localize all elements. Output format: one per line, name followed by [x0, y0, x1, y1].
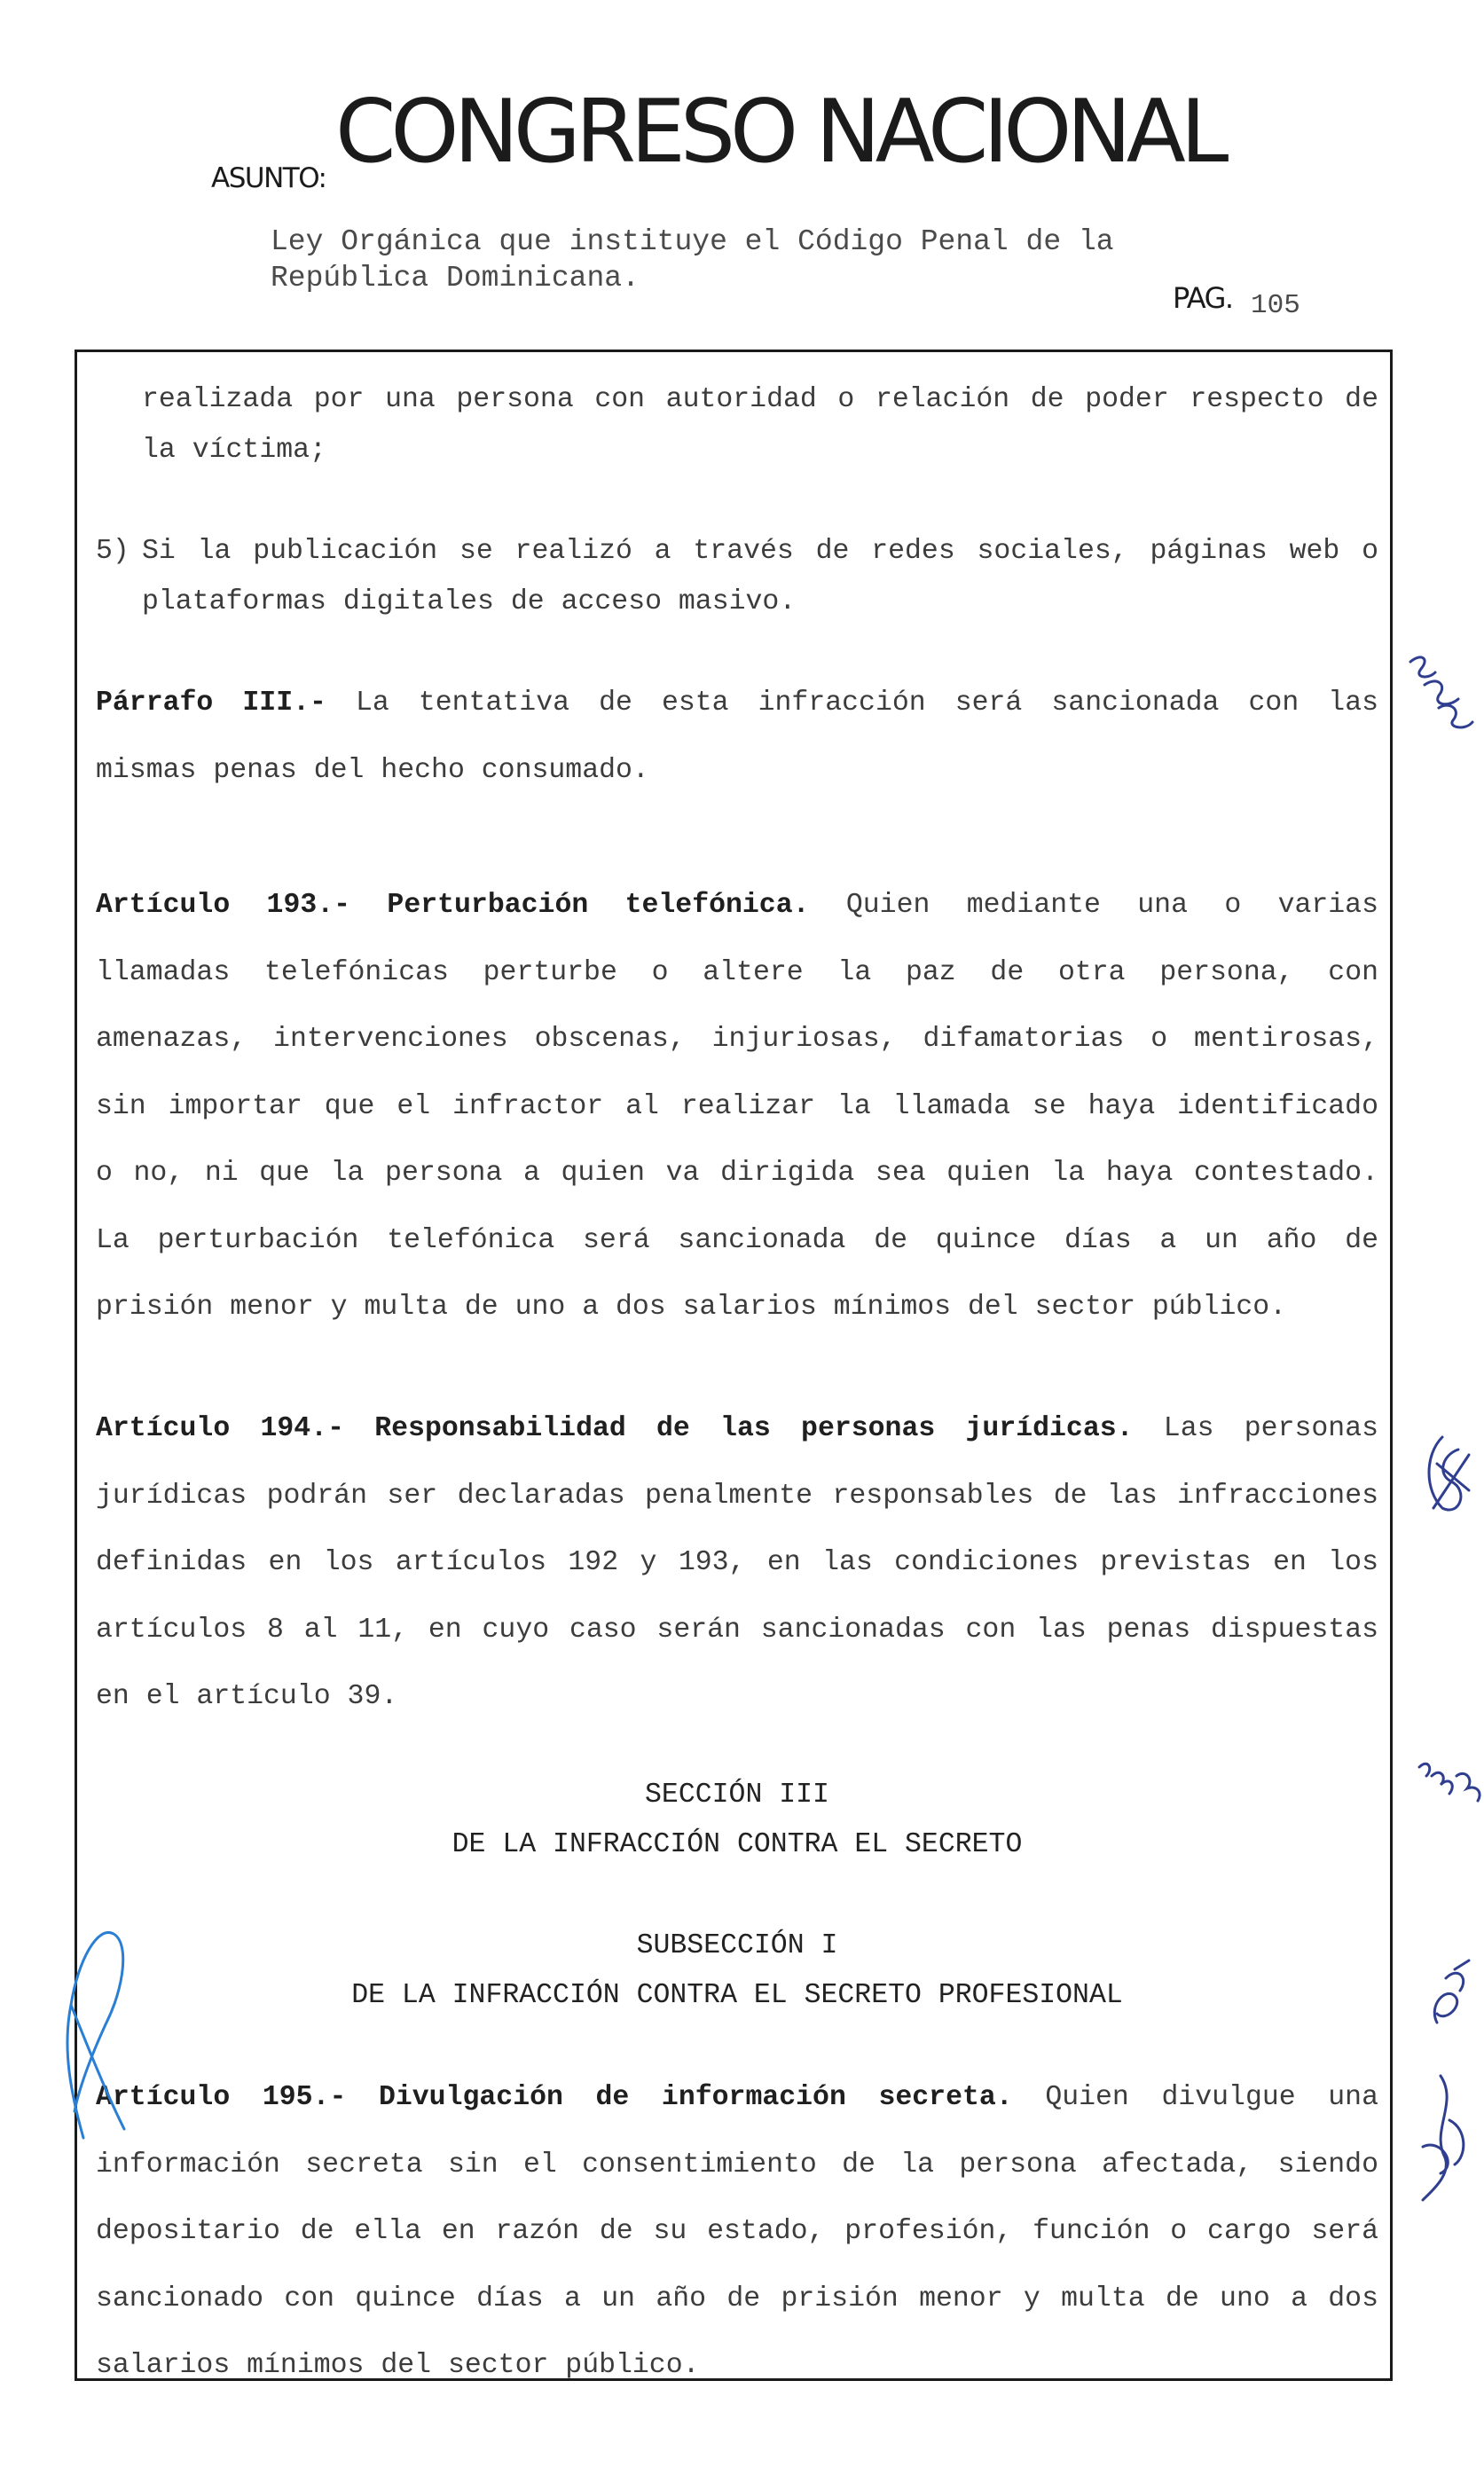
- article-194: [96, 1403, 1378, 1739]
- text-line: depositario de ella en razón de su estado, profesión, función o cargo será: [96, 2216, 1378, 2247]
- section-title: SECCIÓN III: [645, 1780, 829, 1811]
- page-number: 105: [1251, 290, 1300, 321]
- handwritten-initials: [1410, 1749, 1484, 1811]
- text-line: sancionado con quince días a un año de prisión menor y multa de uno a dos: [96, 2282, 1378, 2314]
- text-line: Artículo 194.- Responsabilidad de las personas jurídicas. Las personas: [96, 1413, 1378, 1444]
- text-line: en el artículo 39.: [96, 1681, 398, 1712]
- text-line: La perturbación telefónica será sancionada de quince días a un año de: [96, 1224, 1378, 1256]
- subject-line: República Dominicana.: [271, 262, 640, 295]
- text-line: artículos 8 al 11, en cuyo caso serán sancionadas con las penas dispuestas: [96, 1614, 1378, 1646]
- page-label: PAG.: [1173, 281, 1233, 315]
- article-heading: Artículo 194.- Responsabilidad de las personas jurídicas.: [96, 1413, 1134, 1444]
- paragraph-iii: [96, 678, 1378, 812]
- handwritten-initials: [1394, 646, 1483, 743]
- text-line: Artículo 195.- Divulgación de información secreta. Quien divulgue una: [96, 2082, 1378, 2113]
- handwritten-initials: [1416, 1428, 1484, 1526]
- text-line: Párrafo III.- La tentativa de esta infracción será sancionada con las: [96, 688, 1378, 719]
- text-line: plataformas digitales de acceso masivo.: [142, 586, 797, 617]
- handwritten-initials: [1419, 1952, 1481, 2040]
- text-line: salarios mínimos del sector público.: [96, 2350, 700, 2381]
- text-line: jurídicas podrán ser declaradas penalmente responsables de las infracciones: [96, 1480, 1378, 1512]
- text-line: definidas en los artículos 192 y 193, en las condiciones previstas en los: [96, 1547, 1378, 1578]
- handwritten-initials: [1405, 2067, 1484, 2218]
- text-line: prisión menor y multa de uno a dos salarios mínimos del sector público.: [96, 1292, 1287, 1323]
- text-line: realizada por una persona con autoridad o relación de poder respecto de: [142, 384, 1378, 415]
- document-subject: [271, 224, 1246, 296]
- asunto-label: ASUNTO:: [211, 162, 326, 194]
- text-line: Si la publicación se realizó a través de redes sociales, páginas web o: [142, 536, 1378, 567]
- paragraph-label: Párrafo III.-: [96, 688, 326, 719]
- list-item-number: 5): [96, 536, 130, 567]
- text-line: información secreta sin el consentimiento de la persona afectada, siendo: [96, 2149, 1378, 2180]
- text-line: llamadas telefónicas perturbe o altere la paz de otra persona, con: [96, 956, 1378, 988]
- article-195: [96, 2072, 1378, 2408]
- list-item-continuation: [142, 374, 1378, 475]
- article-heading: Artículo 195.- Divulgación de información secreta.: [96, 2082, 1013, 2113]
- subsection-subtitle: DE LA INFRACCIÓN CONTRA EL SECRETO PROFESIONAL: [351, 1980, 1123, 2011]
- text-line: la víctima;: [142, 435, 326, 466]
- text-line: sin importar que el infractor al realizar la llamada se haya identificado: [96, 1090, 1378, 1122]
- text-line: o no, ni que la persona a quien va dirigida sea quien la haya contestado.: [96, 1158, 1378, 1189]
- subsection-title: SUBSECCIÓN I: [636, 1930, 838, 1961]
- subject-line: Ley Orgánica que instituye el Código Penal de la: [271, 225, 1114, 258]
- text-line: mismas penas del hecho consumado.: [96, 754, 649, 786]
- article-heading: Artículo 193.- Perturbación telefónica.: [96, 890, 810, 921]
- text-line: amenazas, intervenciones obscenas, injuriosas, difamatorias o mentirosas,: [96, 1024, 1378, 1055]
- article-193: [96, 880, 1378, 1349]
- institution-title: CONGRESO NACIONAL: [335, 82, 1224, 183]
- text-line: Artículo 193.- Perturbación telefónica. Quien mediante una o varias: [96, 890, 1378, 921]
- section-subtitle: DE LA INFRACCIÓN CONTRA EL SECRETO: [451, 1829, 1023, 1860]
